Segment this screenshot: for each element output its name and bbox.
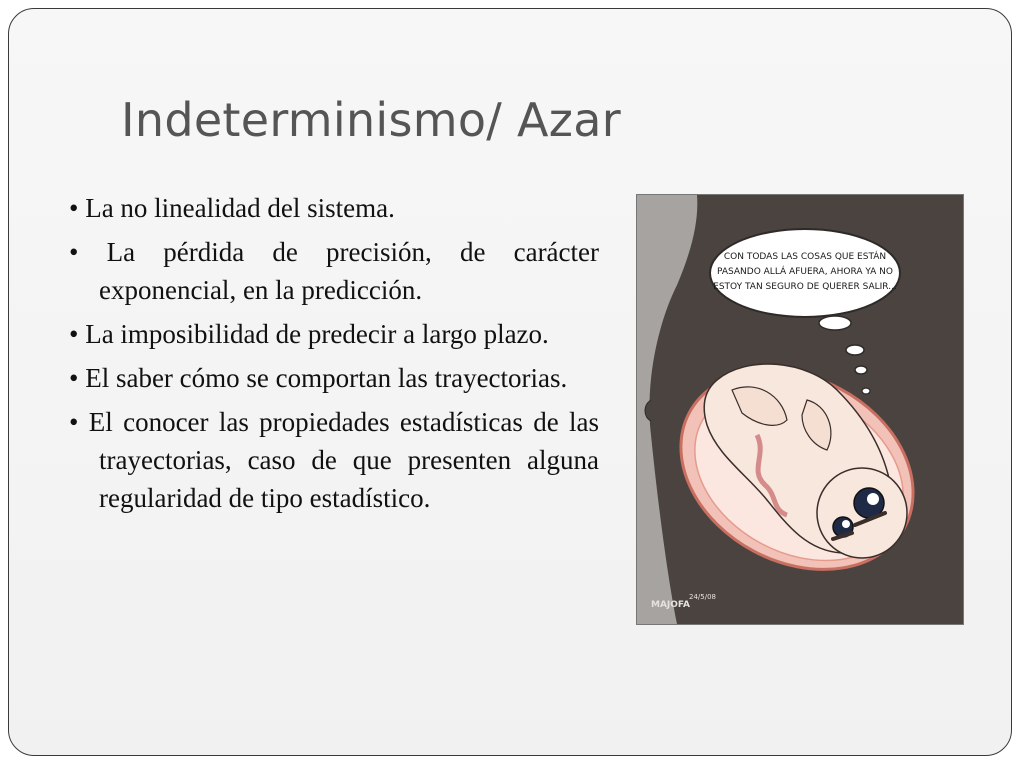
bullet-item: • El saber cómo se comportan las trayectorias. <box>69 359 599 397</box>
thought-dot <box>855 366 867 374</box>
slide-title: Indeterminismo/ Azar <box>121 93 621 147</box>
speech-line: PASANDO ALLÁ AFUERA, AHORA YA NO <box>717 267 893 277</box>
slide <box>8 8 1012 756</box>
thought-dot <box>819 316 851 330</box>
bullet-item: • El conocer las propiedades estadísticas de las trayectorias, caso de que presenten alguna regularidad de tipo estadístico. <box>69 403 599 517</box>
bullet-item: • La imposibilidad de predecir a largo plazo. <box>69 315 599 353</box>
fetus-cartoon <box>636 194 964 625</box>
cartoon-signature: MAJOFA <box>651 600 691 610</box>
thought-dot <box>862 388 870 394</box>
bullet-item: • La no linealidad del sistema. <box>69 189 599 227</box>
speech-line: CON TODAS LAS COSAS QUE ESTÁN <box>723 252 887 262</box>
thought-dot <box>846 345 864 355</box>
speech-line: ESTOY TAN SEGURO DE QUERER SALIR... <box>713 282 897 292</box>
bullet-list <box>69 189 599 523</box>
cartoon-date: 24/5/08 <box>689 593 716 601</box>
bullet-item: • La pérdida de precisión, de carácter exponencial, en la predicción. <box>69 233 599 309</box>
